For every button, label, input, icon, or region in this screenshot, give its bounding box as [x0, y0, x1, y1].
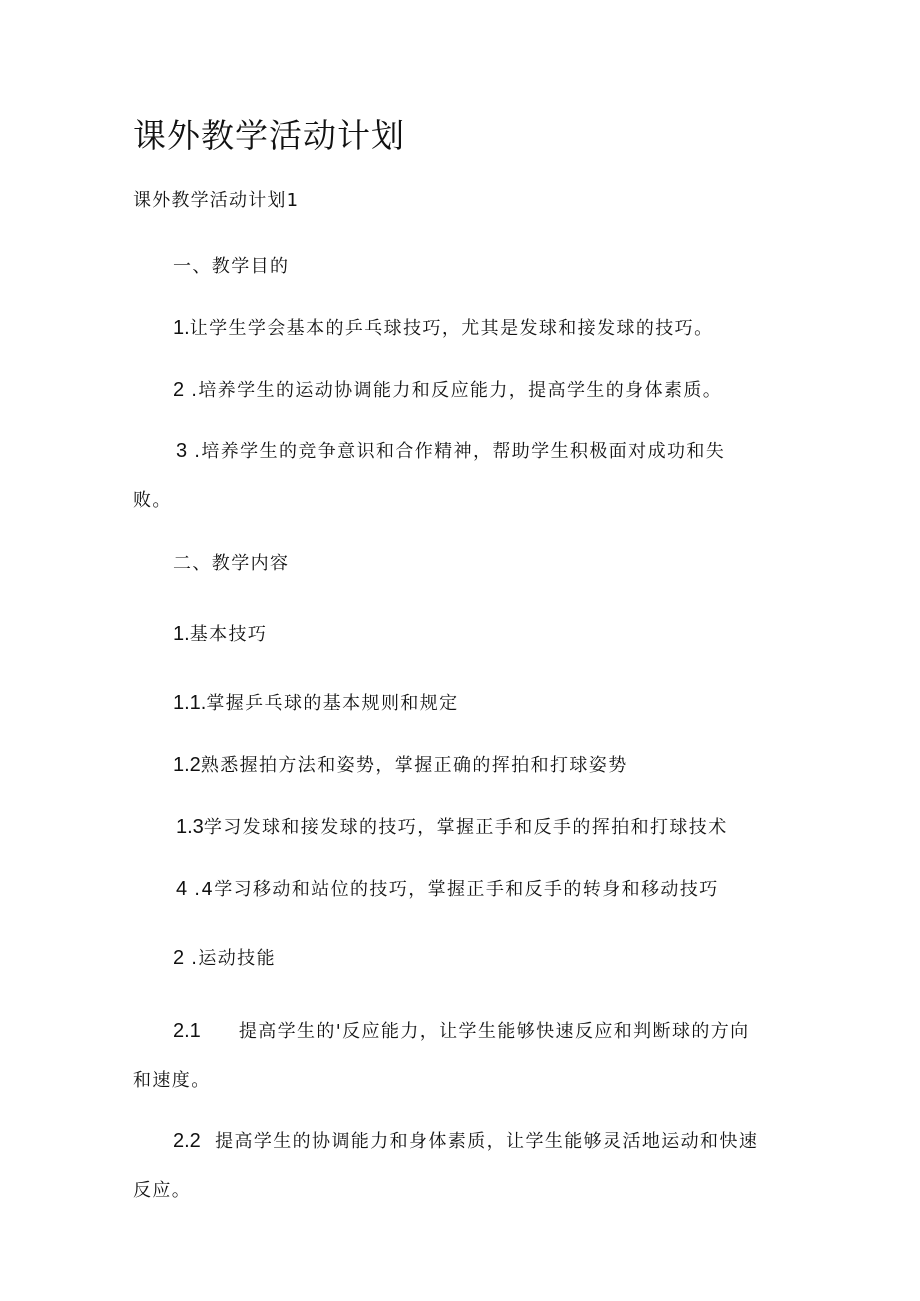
document-subtitle: 课外教学活动计划1	[133, 190, 300, 211]
content-item-1-3-text: 学习发球和接发球的技巧，掌握正手和反手的挥拍和打球技术	[203, 817, 728, 838]
content-item-1-1	[173, 692, 459, 715]
content-item-motor-skills	[173, 947, 276, 970]
content-item-1-2	[173, 754, 628, 777]
content-item-basic-skills-text: 基本技巧	[189, 624, 268, 645]
content-item-2-2-number: 2.2	[173, 1130, 201, 1152]
content-item-basic-skills-number: 1.	[173, 623, 190, 645]
objective-item-2-number: 2	[173, 379, 185, 401]
content-item-1-2-number: 1.2	[173, 754, 201, 776]
objective-item-1-text: 让学生学会基本的乒乓球技巧，尤其是发球和接发球的技巧。	[189, 318, 714, 339]
objective-item-2-text: .培养学生的运动协调能力和反应能力，提高学生的身体素质。	[191, 380, 723, 401]
content-item-2-1-number: 2.1	[173, 1020, 201, 1042]
content-item-1-4	[176, 878, 719, 901]
content-item-1-3-number: 1.3	[176, 816, 204, 838]
objective-item-1-number: 1.	[173, 317, 190, 339]
content-item-1-4-number: 4	[176, 878, 188, 900]
content-item-1-2-text: 熟悉握拍方法和姿势，掌握正确的挥拍和打球姿势	[200, 755, 628, 776]
objective-item-1	[173, 317, 714, 340]
content-item-2-2-text: 提高学生的协调能力和身体素质，让学生能够灵活地运动和快速	[215, 1131, 759, 1152]
objective-item-3	[176, 440, 725, 463]
content-item-1-1-text: 掌握乒乓球的基本规则和规定	[206, 693, 459, 714]
section-heading-objectives: 一、教学目的	[173, 256, 290, 277]
content-item-1-3	[176, 816, 728, 839]
content-item-2-1-text: 提高学生的'反应能力，让学生能够快速反应和判断球的方向	[238, 1021, 750, 1042]
content-item-1-4-text: .4学习移动和站位的技巧，掌握正手和反手的转身和移动技巧	[194, 879, 719, 900]
content-item-2-2-continuation: 反应。	[133, 1180, 192, 1201]
objective-item-3-continuation: 败。	[133, 490, 172, 511]
content-item-2-2	[173, 1130, 758, 1153]
content-item-basic-skills	[173, 623, 267, 646]
content-item-1-1-number: 1.1.	[173, 692, 207, 714]
objective-item-3-text: .培养学生的竞争意识和合作精神，帮助学生积极面对成功和失	[194, 441, 726, 462]
content-item-2-1	[173, 1020, 750, 1043]
document-title: 课外教学活动计划	[133, 116, 405, 155]
content-item-motor-skills-number: 2	[173, 947, 185, 969]
objective-item-3-number: 3	[176, 440, 188, 462]
section-heading-content: 二、教学内容	[173, 553, 290, 574]
content-item-2-1-continuation: 和速度。	[133, 1070, 211, 1091]
content-item-motor-skills-text: .运动技能	[191, 948, 276, 969]
objective-item-2	[173, 379, 722, 402]
